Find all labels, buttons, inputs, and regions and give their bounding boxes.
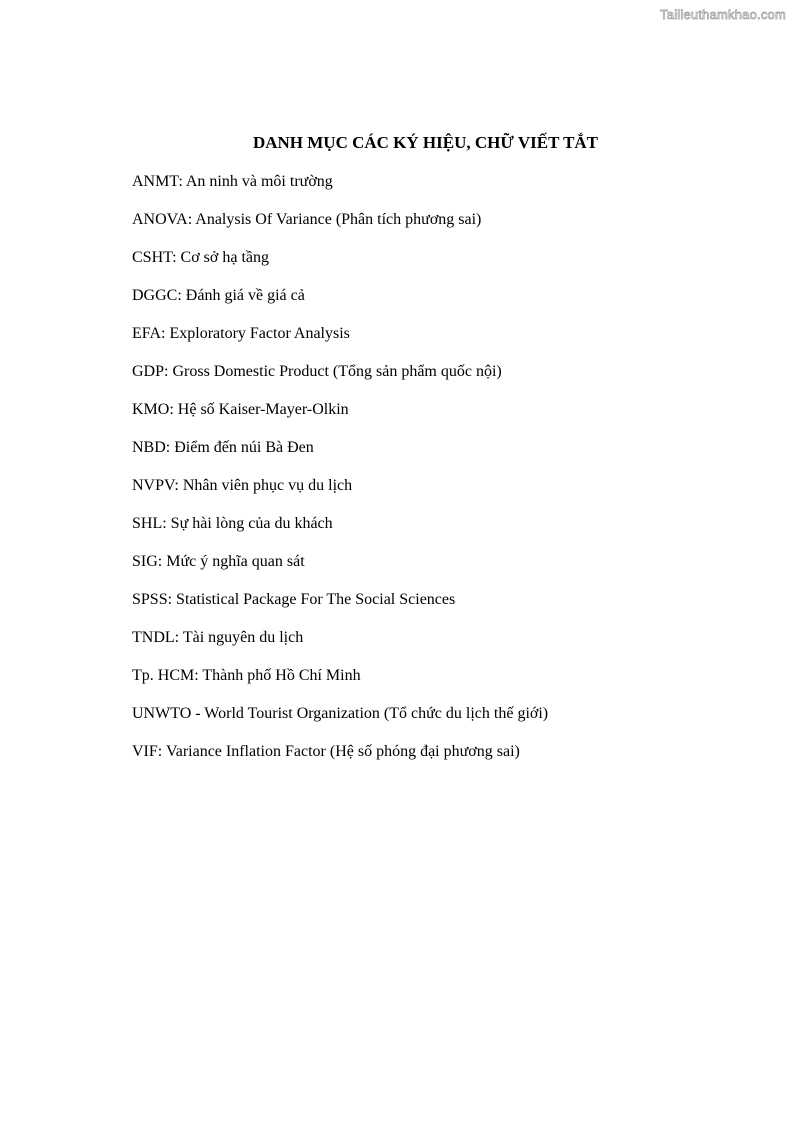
watermark: Tailieuthamkhao.com [660, 7, 786, 22]
list-item: KMO: Hệ số Kaiser-Mayer-Olkin [132, 401, 349, 418]
list-item: SIG: Mức ý nghĩa quan sát [132, 553, 305, 570]
list-item: VIF: Variance Inflation Factor (Hệ số phóng đại phương sai) [132, 743, 520, 760]
list-item: NBD: Điểm đến núi Bà Đen [132, 439, 314, 456]
list-item: Tp. HCM: Thành phố Hồ Chí Minh [132, 667, 361, 684]
list-item: NVPV: Nhân viên phục vụ du lịch [132, 477, 353, 494]
list-item: CSHT: Cơ sở hạ tầng [132, 249, 270, 266]
list-item: GDP: Gross Domestic Product (Tổng sản phẩm quốc nội) [132, 363, 502, 380]
list-item: SPSS: Statistical Package For The Social Sciences [132, 591, 456, 608]
list-item: UNWTO - World Tourist Organization (Tổ chức du lịch thế giới) [132, 705, 549, 722]
list-item: EFA: Exploratory Factor Analysis [132, 325, 350, 342]
list-item: ANMT: An ninh và môi trường [132, 173, 333, 190]
page-title: DANH MỤC CÁC KÝ HIỆU, CHỮ VIẾT TẮT [252, 133, 599, 152]
list-item: SHL: Sự hài lòng của du khách [132, 515, 333, 532]
list-item: TNDL: Tài nguyên du lịch [132, 629, 304, 646]
list-item: ANOVA: Analysis Of Variance (Phân tích phương sai) [132, 211, 482, 228]
list-item: DGGC: Đánh giá về giá cả [132, 287, 305, 304]
abbreviation-list [132, 171, 548, 779]
